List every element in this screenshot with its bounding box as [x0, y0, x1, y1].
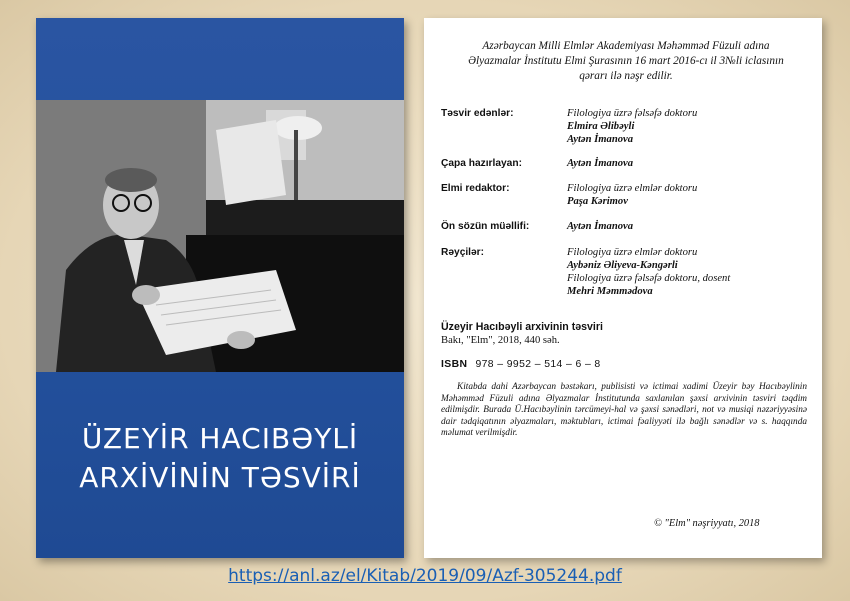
credit-values [567, 157, 633, 170]
credit-label: Çapa hazırlayan: [441, 158, 522, 169]
credit-line: Filologiya üzrə fəlsəfə doktoru [567, 108, 698, 119]
credit-values [567, 220, 633, 233]
credit-label: Ön sözün müəllifi: [441, 221, 530, 232]
abstract: Kitabda dahi Azərbaycan bəstəkarı, publisisti və ictimai xadimi Üzeyir bəy Hacıbəylinin Məhəmməd Füzuli adına Əlyazmalar İnstitutunda saxlanılan şəxsi arxivinin təsviri təqdim edilmişdir. Burada Ü.Hacıbəylinin tərcümeyi-hal və şəxsi sənədləri, not və musiqi nəzəriyyəsinə dair tədqiqatının əlyazmaları, məktubları, ictimai fəaliyyəti ilə bağlı sənədlər və s. haqqında məlumat verilmişdir. [441, 382, 807, 439]
isbn [441, 359, 601, 370]
header-line: Əlyazmalar İnstitutu Elmi Şurasının 16 mart 2016-cı il 3№li iclasının [468, 55, 784, 67]
title-page [424, 18, 822, 558]
source-link[interactable]: https://anl.az/el/Kitab/2019/09/Azf-305244.pdf [228, 566, 622, 586]
credit-line: Filologiya üzrə elmlər doktoru [567, 183, 698, 194]
credit-line: Filologiya üzrə fəlsəfə doktoru, dosent [567, 273, 731, 284]
credit-values [567, 107, 697, 146]
credit-line: Filologiya üzrə elmlər doktoru [567, 247, 698, 258]
header-line: qərarı ilə nəşr edilir. [579, 70, 673, 82]
credit-name: Aybəniz Əliyeva-Kəngərli [567, 260, 678, 271]
credit-values [567, 246, 730, 298]
credit-name: Mehri Məmmədova [567, 286, 653, 297]
copyright: © "Elm" nəşriyyatı, 2018 [654, 518, 760, 529]
book-cover [36, 18, 404, 558]
portrait-image [36, 100, 404, 372]
credit-values [567, 182, 697, 208]
credit-name: Elmira Əlibəyli [567, 121, 635, 132]
credit-label: Təsvir edənlər: [441, 108, 514, 119]
book-title: Üzeyir Hacıbəyli arxivinin təsviri [441, 321, 603, 333]
credit-label: Elmi redaktor: [441, 183, 510, 194]
cover-title-line-1: ÜZEYİR HACIBƏYLİ [81, 422, 359, 455]
credit-name: Aytən İmanova [567, 158, 634, 169]
cover-photo [36, 100, 404, 372]
cover-title-line-2: ARXİVİNİN TƏSVİRİ [79, 461, 361, 494]
credit-name: Aytən İmanova [567, 221, 634, 232]
isbn-label: ISBN [441, 359, 468, 370]
publication-approval [444, 39, 808, 84]
header-line: Azərbaycan Milli Elmlər Akademiyası Məhəmməd Füzuli adına [482, 40, 770, 52]
credit-name: Paşa Kərimov [567, 196, 628, 207]
credit-name: Aytən İmanova [567, 134, 634, 145]
publication-info: Bakı, "Elm", 2018, 440 səh. [441, 335, 560, 346]
credit-label: Rəyçilər: [441, 247, 485, 258]
isbn-value: 978 – 9952 – 514 – 6 – 8 [475, 359, 601, 370]
